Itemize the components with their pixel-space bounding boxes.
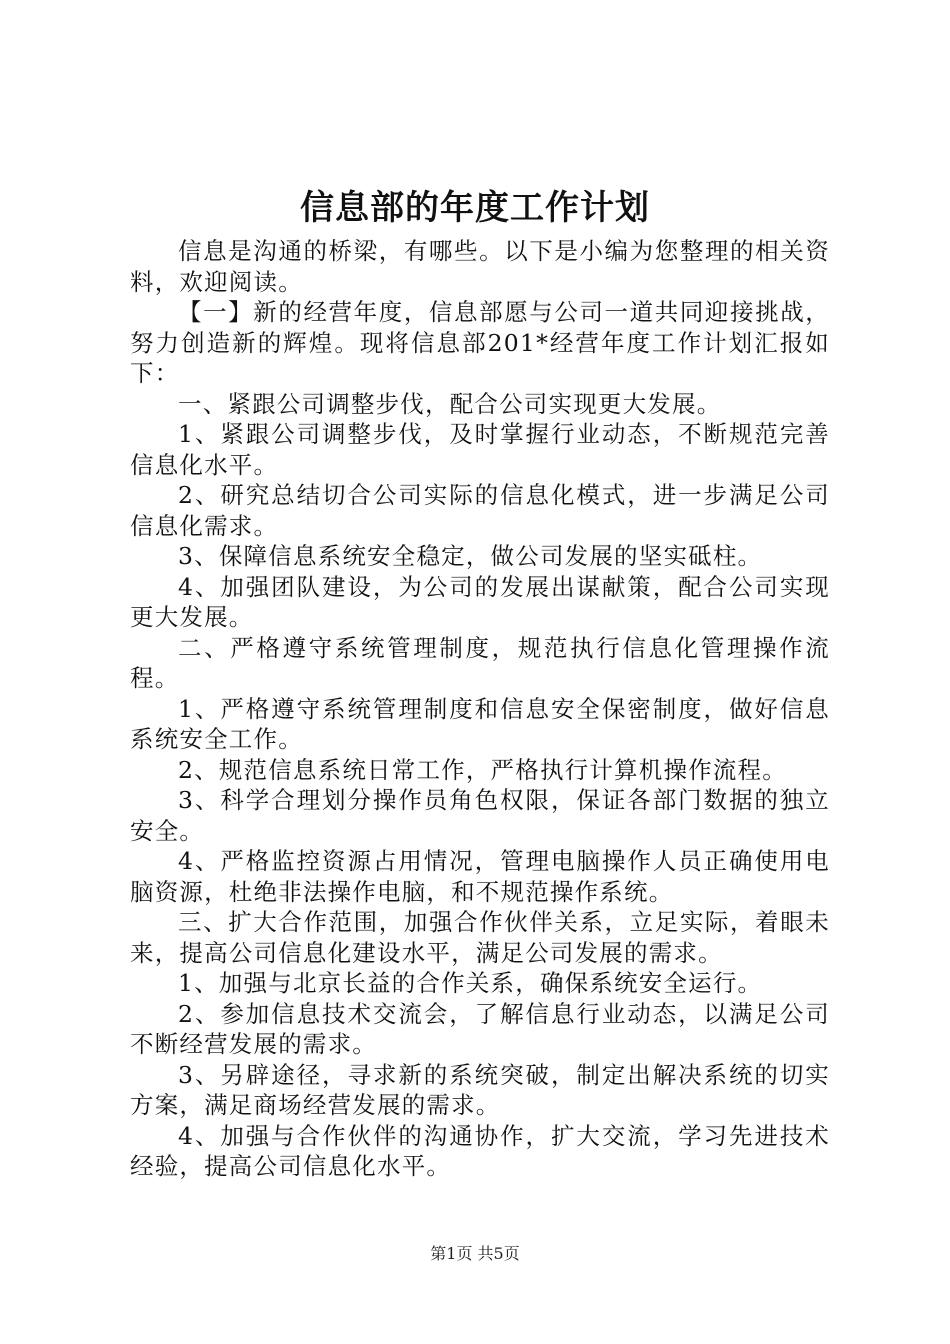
item-3-4: 4、加强与合作伙伴的沟通协作，扩大交流，学习先进技术经验，提高公司信息化水平。 — [130, 1121, 830, 1180]
heading-three: 三、扩大合作范围，加强合作伙伴关系，立足实际，着眼未来，提高公司信息化建设水平，满足公司发展的需求。 — [130, 908, 830, 967]
item-1-1: 1、紧跟公司调整步伐，及时掌握行业动态，不断规范完善信息化水平。 — [130, 420, 830, 479]
item-1-4: 4、加强团队建设，为公司的发展出谋献策，配合公司实现更大发展。 — [130, 572, 830, 631]
item-3-3: 3、另辟途径，寻求新的系统突破，制定出解决系统的切实方案，满足商场经营发展的需求。 — [130, 1060, 830, 1119]
item-2-2: 2、规范信息系统日常工作，严格执行计算机操作流程。 — [178, 755, 787, 784]
heading-two: 二、严格遵守系统管理制度，规范执行信息化管理操作流程。 — [130, 633, 830, 692]
document-title: 信息部的年度工作计划 — [300, 188, 650, 228]
section-one-intro: 【一】新的经营年度，信息部愿与公司一道共同迎接挑战，努力创造新的辉煌。现将信息部201*经营年度工作计划汇报如下： — [130, 298, 830, 387]
item-2-3: 3、科学合理划分操作员角色权限，保证各部门数据的独立安全。 — [130, 786, 830, 845]
item-2-1: 1、严格遵守系统管理制度和信息安全保密制度，做好信息系统安全工作。 — [130, 694, 830, 753]
item-1-2: 2、研究总结切合公司实际的信息化模式，进一步满足公司信息化需求。 — [130, 481, 830, 540]
intro-paragraph: 信息是沟通的桥梁，有哪些。以下是小编为您整理的相关资料，欢迎阅读。 — [130, 237, 830, 296]
page-number: 第1页 共5页 — [430, 1244, 520, 1263]
item-2-4: 4、严格监控资源占用情况，管理电脑操作人员正确使用电脑资源，杜绝非法操作电脑，和不规范操作系统。 — [130, 847, 830, 906]
heading-one: 一、紧跟公司调整步伐，配合公司实现更大发展。 — [178, 389, 722, 418]
item-1-3: 3、保障信息系统安全稳定，做公司发展的坚实砥柱。 — [178, 542, 763, 570]
item-3-1: 1、加强与北京长益的合作关系，确保系统安全运行。 — [178, 969, 763, 997]
document-body — [130, 236, 830, 1182]
item-3-2: 2、参加信息技术交流会，了解信息行业动态，以满足公司不断经营发展的需求。 — [130, 999, 830, 1058]
